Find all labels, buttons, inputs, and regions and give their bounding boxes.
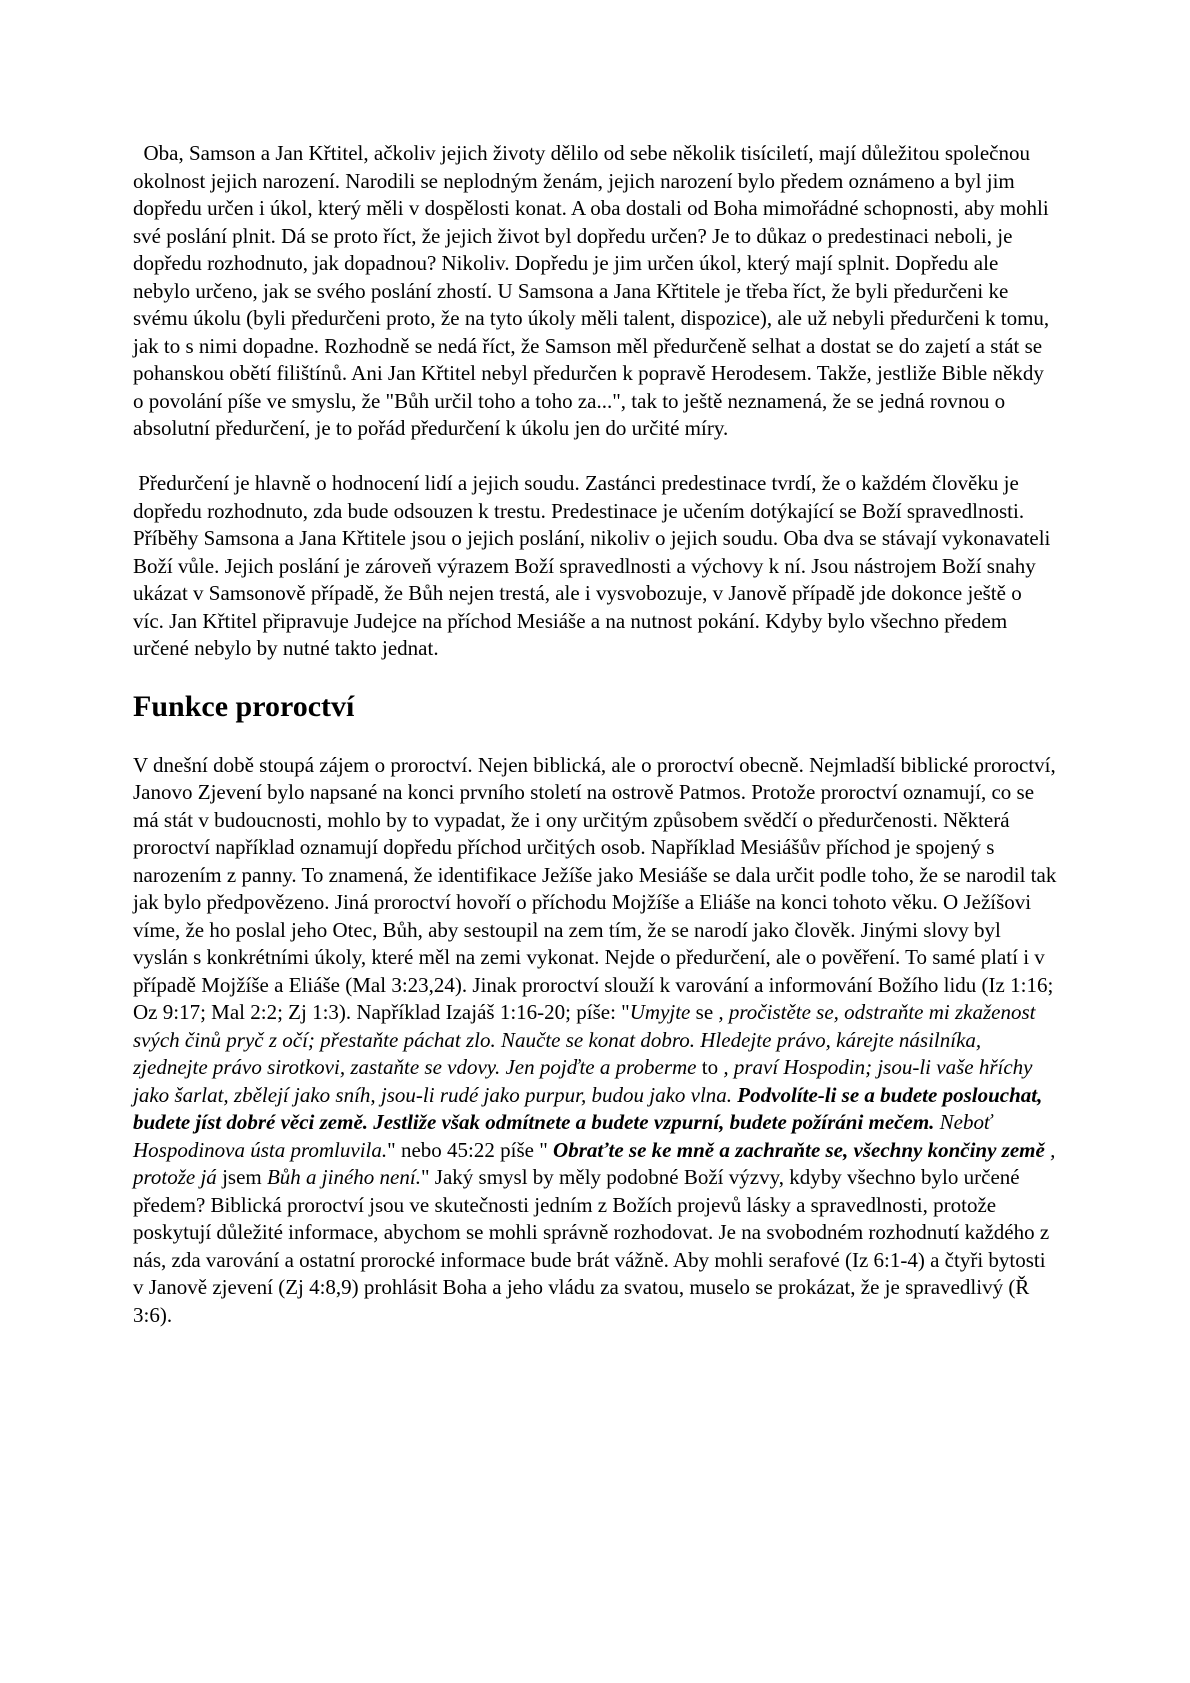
text-run: Neboť Hospodinova ústa promluvila.: [133, 1110, 997, 1162]
text-run: " nebo 45:22 píše ": [387, 1137, 554, 1162]
text-run: se: [690, 1000, 719, 1024]
paragraph-samson-john-predestination: [133, 140, 1057, 443]
section-heading-funkce-proroctvi: [133, 690, 1057, 724]
paragraph-predestination-judgment: [133, 470, 1057, 663]
text-run: Podvolíte-li se a budete poslouchat, budete jíst dobré věci země. Jestliže však odmítnete a budete vzpurní, budete požíráni mečem.: [133, 1082, 1048, 1134]
text-run: Obraťte se ke mně a zachraňte se, všechny končiny země: [553, 1137, 1051, 1162]
text-run: Bůh a jiného není.: [266, 1165, 421, 1189]
text-run: V dnešní době stoupá zájem o proroctví. Nejen biblická, ale o proroctví obecně. Nejmladší biblické proroctví, Janovo Zjevení bylo napsané na konci prvního století na ostrově Patmos. Protože proroctví oznamují, co se má stát v budoucnosti, mohlo by to vypadat, že i ony určitým způsobem svědčí o předurčenosti. Některá proroctví například oznamují dopředu příchod určitých osob. Například Mesiášův příchod je spojený s narozením z panny. To znamená, že identifikace Ježíše jako Mesiáše se dala určit podle toho, že se narodil tak jak bylo předpovězeno. Jiná proroctví hovoří o příchodu Mojžíše a Eliáše na konci tohoto věku. O Ježíšovi víme, že ho poslal jeho Otec, Bůh, aby sestoupil na zem tím, že se narodí jako člověk. Jinými slovy byl vyslán s konkrétními úkoly, které měl na zemi vykonat. Nejde o předurčení, ale o pověření. To samé platí i v případě Mojžíše a Eliáše (Mal 3:23,24). Jinak proroctví slouží k varování a informování Božího lidu (Iz 1:16; Oz 9:17; Mal 2:2; Zj 1:3). Například Izajáš 1:16-20; píše: ": [133, 752, 1062, 1024]
text-run: , protože já: [133, 1137, 1061, 1189]
text-run: to: [701, 1055, 724, 1079]
text-run: Oba, Samson a Jan Křtitel, ačkoliv jejich životy dělilo od sebe několik tisíciletí, mají důležitou společnou okolnost jejich narození. Narodili se neplodným ženám, jejich narození bylo předem oznámeno a byl jim dopředu určen i úkol, který měli v dospělosti konat. A oba dostali od Boha mimořádné schopnosti, aby mohli své poslání plnit. Dá se proto říct, že jejich život byl dopředu určen? Je to důkaz o predestinaci neboli, je dopředu rozhodnuto, jak dopadnou? Nikoliv. Dopředu je jim určen úkol, který mají splnit. Dopředu ale nebylo určeno, jak se svého poslání zhostí. U Samsona a Jana Křtitele je třeba říct, že byli předurčeni ke svému úkolu (byli předurčeni proto, že na tyto úkoly měli talent, dispozice), ale už nebyli předurčeni k tomu, jak to s nimi dopadne. Rozhodně se nedá říct, že Samson měl předurčeně selhat a dostat se do zajetí a stát se pohanskou obětí filištínů. Ani Jan Křtitel nebyl předurčen k popravě Herodesem. Takže, jestliže Bible někdy o povolání píše ve smyslu, že "Bůh určil toho a toho za...", tak to ještě neznamená, že se jedná rovnou o absolutní předurčení, je to pořád předurčení k úkolu jen do určité míry.: [133, 141, 1055, 440]
text-run: Funkce proroctví: [133, 690, 355, 723]
text-run: " Jaký smysl by měly podobné Boží výzvy, kdyby všechno bylo určené předem? Biblická proroctví jsou ve skutečnosti jedním z Božích projevů lásky a spravedlnosti, protože poskytují důležité informace, abychom se mohli správně rozhodovat. Je na svobodném rozhodnutí každého z nás, zda varování a ostatní prorocké informace bude brát vážně. Aby mohli serafové (Iz 6:1-4) a čtyři bytosti v Janově zjevení (Zj 4:8,9) prohlásit Boha a jeho vládu za svatou, muselo se prokázat, že je spravedlivý (Ř 3:6).: [133, 1165, 1055, 1327]
paragraph-function-of-prophecy: [133, 752, 1062, 1330]
text-run: , pročistěte se, odstraňte mi zkaženost svých činů pryč z očí; přestaňte páchat zlo. Naučte se konat dobro. Hledejte právo, kárejte násilníka, zjednejte právo sirotkovi, zastaňte se vdovy. Jen pojďte a proberme: [133, 1000, 1041, 1079]
document-content: [133, 140, 1062, 1329]
text-run: Předurčení je hlavně o hodnocení lidí a jejich soudu. Zastánci predestinace tvrdí, že o každém člověku je dopředu rozhodnuto, zda bude odsouzen k trestu. Predestinace je učením dotýkající se Boží spravedlnosti. Příběhy Samsona a Jana Křtitele jsou o jejich poslání, nikoliv o jejich soudu. Oba dva se stávají vykonavateli Boží vůle. Jejich poslání je zároveň výrazem Boží spravedlnosti a výchovy k ní. Jsou nástrojem Boží snahy ukázat v Samsonově případě, že Bůh nejen trestá, ale i vysvobozuje, v Janově případě jde dokonce ještě o víc. Jan Křtitel připravuje Judejce na příchod Mesiáše a na nutnost pokání. Kdyby bylo všechno předem určené nebylo by nutné takto jednat.: [133, 471, 1056, 660]
text-run: jsem: [222, 1165, 267, 1189]
text-run: Umyjte: [629, 1000, 691, 1024]
text-run: , praví Hospodin; jsou-li vaše hříchy jako šarlat, zbělejí jako sníh, jsou-li rudé jako purpur, budou jako vlna.: [133, 1055, 1038, 1107]
